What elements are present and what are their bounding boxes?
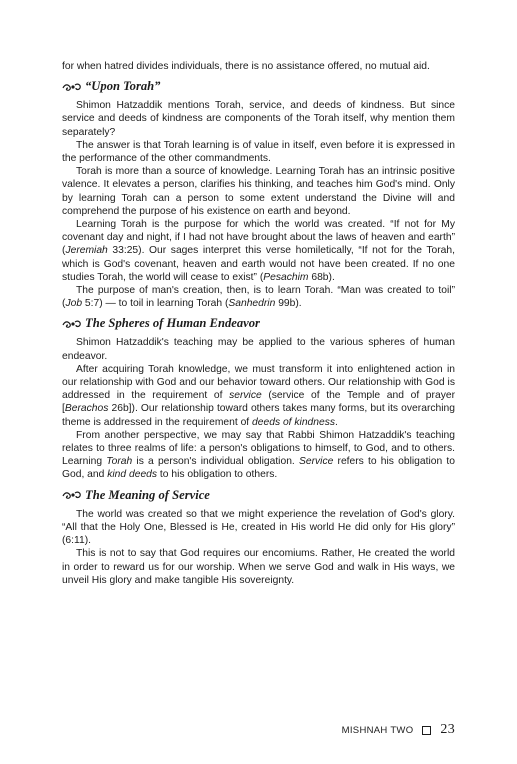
- paragraph: Shimon Hatzaddik's teaching may be applied to the various spheres of human endeavor.: [62, 337, 455, 362]
- paragraph: for when hatred divides individuals, there is no assistance offered, no mutual aid.: [62, 61, 430, 72]
- text-run: is a person's individual obligation.: [132, 456, 299, 468]
- heading-text: “Upon Torah”: [85, 79, 161, 94]
- emphasis: deeds of kindness: [252, 416, 336, 428]
- heading-text: The Meaning of Service: [85, 487, 210, 502]
- emphasis: Service: [298, 456, 334, 468]
- text-run: 26b]). Our relationship toward others takes many forms, but its overarching theme is addressed in the requirement of: [62, 403, 455, 428]
- text-run: refers to his obligation to God, and: [62, 456, 456, 481]
- emphasis: service: [229, 390, 262, 402]
- heading-text: The Spheres of Human Endeavor: [85, 316, 260, 331]
- citation: Jeremiah: [65, 245, 108, 257]
- text-run: 99b).: [275, 298, 302, 310]
- running-footer: [0, 722, 455, 738]
- text-run: 33:25). Our sages interpret this verse homiletically, “If not for the Torah, which is God's covenant, heaven and earth would not have been created. If no one studies Torah, the world will cease to exist” (: [62, 245, 455, 283]
- emphasis: kind deeds: [107, 469, 158, 481]
- text-run: 68b).: [308, 271, 335, 283]
- fleuron-ornament-icon: [62, 319, 82, 329]
- text-run: (service of the Temple and of prayer [: [62, 390, 455, 415]
- section-heading-upon-torah: [62, 79, 455, 94]
- section-heading-spheres: [62, 316, 455, 331]
- paragraph: [62, 284, 455, 310]
- emphasis: Torah: [106, 456, 133, 468]
- section-heading-meaning-of-service: [62, 488, 455, 503]
- paragraph: This is not to say that God requires our encomiums. Rather, He created the world in order to reward us for our worship. When we serve God and walk in His ways, we unveil His glory and make tangible His sovereignty.: [62, 548, 455, 586]
- page-content: [62, 60, 455, 587]
- text-run: From another perspective, we may say that Rabbi Shimon Hatzaddik's teaching relates to three realms of life: a person's obligations to himself, to God, and to others. Learning: [62, 429, 455, 468]
- paragraph: The world was created so that we might experience the revelation of God's glory. “All that the Holy One, Blessed is He, created in His world He did only for His glory” (6:11).: [62, 508, 455, 547]
- citation: Pesachim: [263, 271, 309, 283]
- text-run: to his obligation to others.: [157, 469, 278, 481]
- paragraph: Torah is more than a source of knowledge. Learning Torah has an intrinsic positive valence. It elevates a person, clarifies his thinking, and teaches him God's mind. Only by learning Torah can a person to some extent understand the Divine will and comprehend the purpose of his existence on earth and beyond.: [62, 166, 455, 217]
- text-run: The purpose of man's creation, then, is to learn Torah. “Man was created to toil” (: [62, 285, 455, 310]
- section-name: MISHNAH TWO: [341, 724, 414, 736]
- text-run: After acquiring Torah knowledge, we must transform it into enlightened action in our relationship with God and our behavior toward others. Our relationship with God is addressed in the requirement of: [62, 363, 455, 402]
- paragraph: [62, 363, 455, 429]
- paragraph: The answer is that Torah learning is of value in itself, even before it is expressed in the performance of the other commandments.: [62, 139, 455, 165]
- paragraph: [62, 218, 455, 284]
- citation: Sanhedrin: [228, 298, 276, 310]
- paragraph: Shimon Hatzaddik mentions Torah, service, and deeds of kindness. But since service and deeds of kindness are components of the Torah itself, why mention them separately?: [62, 100, 455, 138]
- page-number: 23: [440, 722, 455, 737]
- fleuron-ornament-icon: [62, 82, 82, 92]
- fleuron-ornament-icon: [62, 490, 82, 500]
- paragraph: [62, 429, 455, 482]
- citation: Berachos: [64, 403, 109, 415]
- text-run: .: [335, 416, 338, 428]
- text-run: 5:7) — to toil in learning Torah (: [82, 298, 229, 310]
- square-ornament-icon: [422, 726, 431, 735]
- citation: Job: [65, 298, 83, 310]
- text-run: Learning Torah is the purpose for which the world was created. “If not for My covenant day and night, if I had not have brought about the laws of heaven and earth” (: [62, 219, 455, 257]
